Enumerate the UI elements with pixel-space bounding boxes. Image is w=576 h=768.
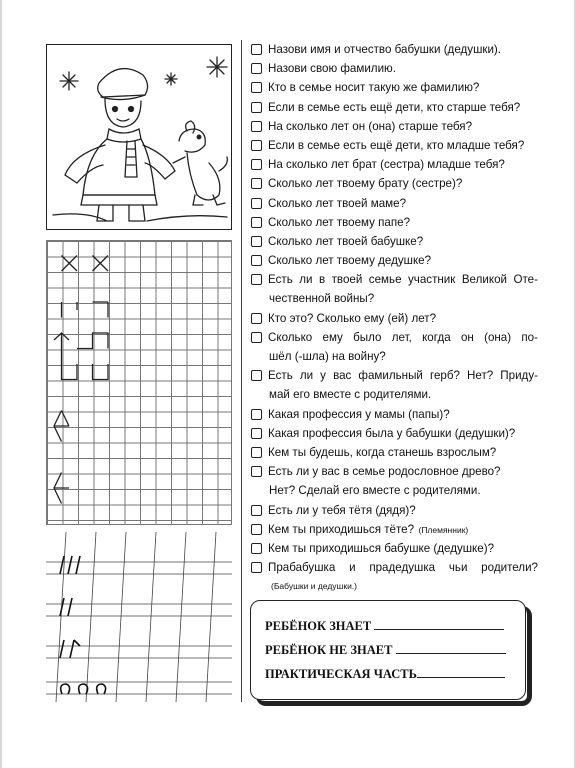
- checkbox[interactable]: [251, 236, 262, 247]
- list-item: [251, 253, 551, 272]
- list-item: [251, 426, 551, 445]
- list-item: [251, 215, 551, 234]
- question-text: Есть ли у тебя тётя (дядя)?: [268, 503, 416, 517]
- winter-child-illustration: [46, 44, 232, 230]
- practical-answer-line[interactable]: [417, 667, 505, 678]
- list-item: [251, 157, 551, 176]
- question-text: Есть ли у вас в семье родословное древо?: [268, 465, 501, 479]
- answer-note: (Бабушки и дедушки.): [271, 581, 358, 592]
- checkbox[interactable]: [251, 178, 262, 189]
- assessment-row-knows: [265, 619, 504, 634]
- checkbox[interactable]: [251, 313, 262, 324]
- question-text-continued: май его вместе с родителями.: [269, 388, 432, 402]
- list-item: [251, 330, 551, 349]
- checkbox[interactable]: [251, 466, 262, 477]
- list-item: [251, 541, 551, 560]
- checkbox[interactable]: [251, 370, 262, 381]
- checkbox[interactable]: [251, 562, 262, 573]
- checkbox[interactable]: [251, 44, 262, 55]
- checkbox[interactable]: [251, 274, 262, 285]
- question-text-continued: шёл (-шла) на войну?: [269, 350, 386, 363]
- assessment-box: [250, 600, 526, 700]
- checkbox[interactable]: [251, 409, 262, 420]
- assessment-row-practical: [265, 667, 505, 682]
- snowflake-icon: [165, 73, 177, 85]
- checkbox[interactable]: [251, 217, 262, 228]
- answer-note: (Племянник): [418, 524, 469, 535]
- snowflake-icon: [60, 72, 78, 90]
- question-text: Сколько лет твоей маме?: [268, 196, 407, 210]
- list-item: [251, 100, 551, 119]
- list-item: [251, 368, 551, 387]
- not-knows-answer-line[interactable]: [396, 643, 506, 654]
- checkbox[interactable]: [251, 198, 262, 209]
- list-item: [251, 42, 551, 61]
- question-text: Есть ли в твоей семье участник Великой Оте-: [268, 273, 538, 287]
- list-item: [251, 407, 551, 426]
- list-item: [251, 272, 551, 291]
- question-text: Прабабушка и прадедушка чьи родители?: [268, 561, 538, 575]
- column-divider: [241, 40, 242, 702]
- list-item: [251, 522, 551, 541]
- child-and-dog-drawing: [47, 45, 232, 230]
- question-text: Кем ты приходишься тёте?: [268, 522, 415, 536]
- checkbox[interactable]: [251, 447, 262, 458]
- checkbox[interactable]: [251, 543, 262, 554]
- checkbox[interactable]: [251, 332, 262, 343]
- question-text: Кто в семье носит такую же фамилию?: [268, 81, 480, 95]
- list-item: [251, 311, 551, 330]
- question-text: Если в семье есть ещё дети, кто старше тебя?: [268, 100, 521, 114]
- question-text: Сколько лет твоему дедушке?: [268, 254, 432, 268]
- list-item: [251, 61, 551, 80]
- question-text: Назови свою фамилию.: [268, 62, 396, 76]
- checkbox[interactable]: [251, 255, 262, 266]
- checkbox[interactable]: [251, 159, 262, 170]
- checkbox[interactable]: [251, 82, 262, 93]
- question-text: Кем ты приходишься бабушке (дедушке)?: [268, 541, 495, 555]
- worksheet-page: [2, 0, 574, 768]
- question-text: На сколько лет брат (сестра) младше тебя?: [268, 158, 505, 172]
- question-text: Сколько лет твоему папе?: [268, 215, 411, 229]
- list-item-continued: [251, 387, 551, 406]
- list-item: [251, 176, 551, 195]
- not-knows-label: РЕБЁНОК НЕ ЗНАЕТ: [265, 643, 393, 657]
- knows-answer-line[interactable]: [374, 619, 504, 630]
- list-item: [251, 464, 551, 483]
- question-list: [251, 42, 551, 598]
- question-text: Сколько лет твоей бабушке?: [268, 234, 424, 248]
- list-item: [251, 138, 551, 157]
- list-item-continued: [251, 483, 551, 502]
- question-text-continued: чественной войны?: [269, 292, 375, 306]
- question-text: Сколько ему было лет, когда он (она) по-: [268, 330, 538, 344]
- question-text: На сколько лет он (она) старше тебя?: [268, 119, 473, 133]
- list-item: [251, 119, 551, 138]
- list-item: [251, 560, 551, 579]
- question-text: Кто это? Сколько ему (ей) лет?: [268, 311, 437, 325]
- list-item: [251, 196, 551, 215]
- question-text-continued: Нет? Сделай его вместе с родителями.: [269, 484, 481, 498]
- question-text: Есть ли у вас фамильный герб? Нет? Приду-: [268, 369, 538, 383]
- checkbox[interactable]: [251, 63, 262, 74]
- grid-patterns: [46, 240, 232, 525]
- handwriting-practice-lines: [46, 532, 232, 702]
- question-text: Кем ты будешь, когда станешь взрослым?: [268, 445, 497, 459]
- list-item: [251, 503, 551, 522]
- list-item-continued: [251, 291, 551, 310]
- checkbox[interactable]: [251, 505, 262, 516]
- list-item-continued: [251, 349, 551, 368]
- question-text: Какая профессия была у бабушки (дедушки)?: [268, 426, 516, 440]
- assessment-row-not-knows: [265, 643, 506, 658]
- snowflake-icon: [207, 57, 227, 77]
- checkbox[interactable]: [251, 428, 262, 439]
- list-item-continued: [251, 579, 551, 598]
- question-text: Какая профессия у мамы (папы)?: [268, 407, 450, 421]
- practical-label: ПРАКТИЧЕСКАЯ ЧАСТЬ: [265, 667, 417, 681]
- question-text: Сколько лет твоему брату (сестре)?: [268, 177, 463, 191]
- checkbox[interactable]: [251, 524, 262, 535]
- question-text: Если в семье есть ещё дети, кто младше тебя?: [268, 138, 525, 152]
- checkbox[interactable]: [251, 140, 262, 151]
- list-item: [251, 80, 551, 99]
- knows-label: РЕБЁНОК ЗНАЕТ: [265, 619, 372, 633]
- checkbox[interactable]: [251, 102, 262, 113]
- question-text: Назови имя и отчество бабушки (дедушки).: [268, 43, 502, 56]
- list-item: [251, 445, 551, 464]
- checkbox[interactable]: [251, 121, 262, 132]
- list-item: [251, 234, 551, 253]
